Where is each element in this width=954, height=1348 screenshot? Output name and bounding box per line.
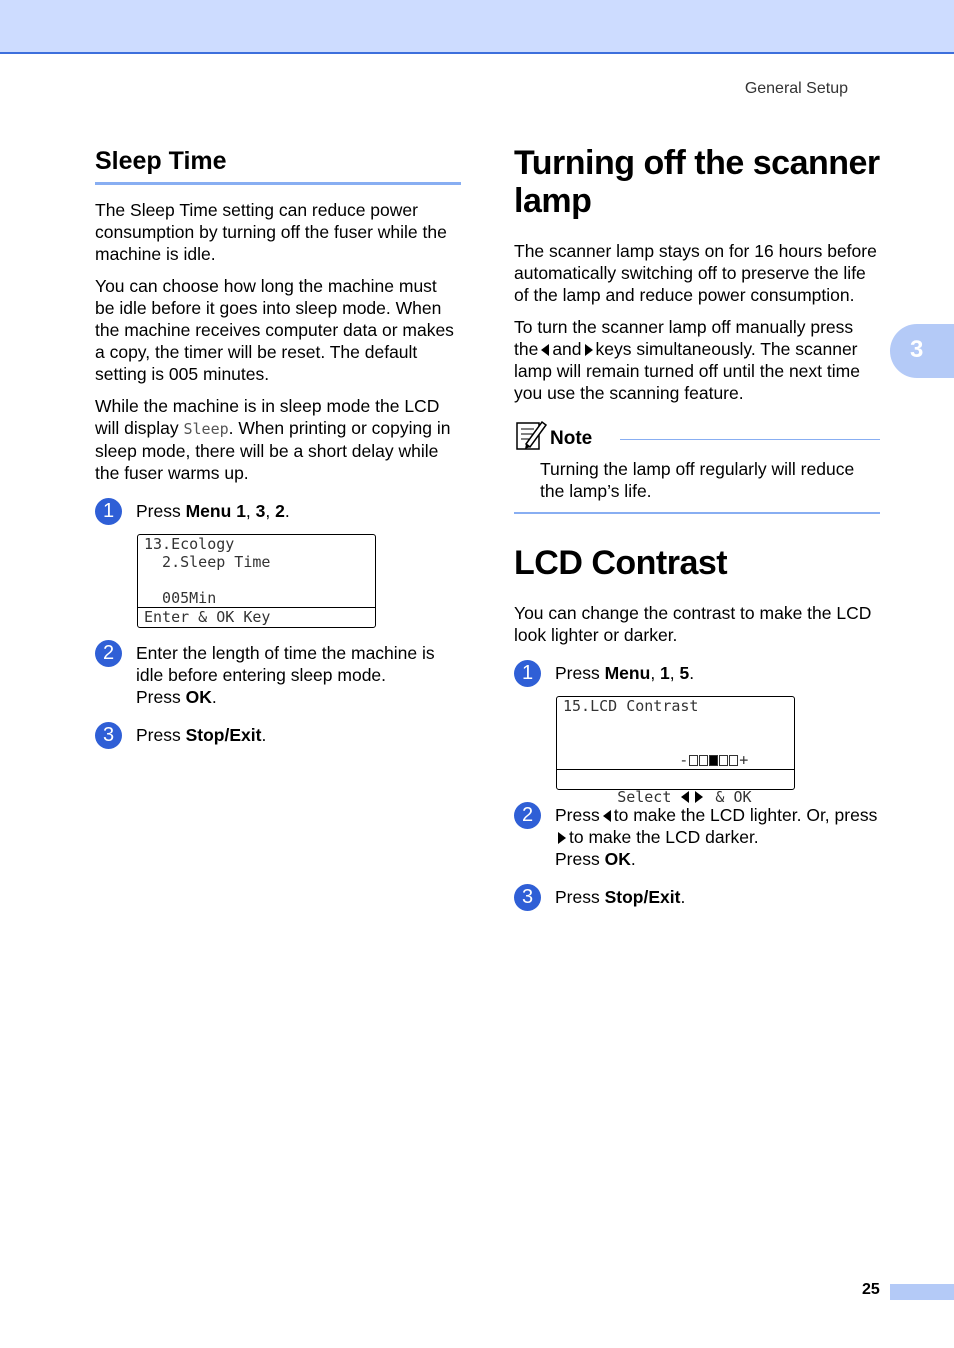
contrast-box [709,755,718,766]
right-arrow-key-icon [695,791,703,803]
left-column [95,146,461,762]
step-2: 2 Press to make the LCD lighter. Or, pressto make the LCD darker. Press OK. [514,804,880,870]
note-text: Turning the lamp off regularly will reduce the lamp’s life. [540,459,855,501]
footer-band [890,1284,954,1300]
left-arrow-key-icon [681,791,689,803]
contrast-box [689,755,698,766]
lcd-text-sleep: Sleep [183,420,229,438]
right-arrow-key-icon [558,832,566,844]
right-arrow-key-icon [585,344,593,356]
lcd-line: 15.LCD Contrast [563,697,699,715]
step-number-badge: 3 [95,722,122,749]
note-title: Note [550,428,593,449]
contrast-box [729,755,738,766]
note-pencil-icon [514,418,548,452]
step-1: 1 Press Menu, 1, 5. [514,662,880,684]
contrast-box [699,755,708,766]
note-box [514,418,880,514]
lcd-footer: Enter & OK Key [138,607,375,627]
running-header: General Setup [744,80,848,97]
contrast-box [719,755,728,766]
left-arrow-key-icon [541,344,549,356]
step-number-badge: 1 [95,498,122,525]
lcd-footer: Select & OK [557,769,794,789]
paragraph: You can change the contrast to make the LCD look lighter or darker. [514,603,872,645]
step-1: 1 Press Menu 1, 3, 2. [95,500,461,522]
right-column [514,144,880,924]
paragraph: The scanner lamp stays on for 16 hours before automatically switching off to preserve the life of the lamp and reduce power consumption. [514,241,877,305]
paragraph: While the machine is in sleep mode the LCD will display Sleep. When printing or copying in sleep mode, there will be a short delay while the fuser warms up. [95,396,451,483]
note-rule [620,439,880,440]
section-title-lcd-contrast: LCD Contrast [514,544,728,582]
page-number: 25 [862,1281,880,1298]
paragraph: To turn the scanner lamp off manually press the and keys simultaneously. The scanner lamp will remain turned off until the next time you use the scanning feature. [514,317,860,403]
paragraph: The Sleep Time setting can reduce power consumption by turning off the fuser while the machine is idle. [95,200,447,264]
top-header-band [0,0,954,54]
lcd-line [138,571,375,589]
lcd-line: 005Min [144,589,217,607]
paragraph: You can choose how long the machine must be idle before it goes into sleep mode. When the machine receives computer data or makes a copy, the timer will be reset. The default setting is 005 minutes. [95,276,454,384]
step-number-badge: 1 [514,660,541,687]
contrast-level-indicator: - + [679,751,749,769]
lcd-line: 2.Sleep Time [144,553,271,571]
lcd-display-contrast [556,696,795,806]
step-3: 3 Press Stop/Exit. [514,886,880,908]
section-title-scanner-lamp: Turning off the scanner lamp [514,144,880,220]
step-2: 2 Enter the length of time the machine is idle before entering sleep mode. Press OK. [95,642,461,708]
chapter-tab [890,324,954,378]
chapter-number: 3 [910,336,924,363]
step-3: 3 Press Stop/Exit. [95,724,461,746]
step-number-badge: 2 [514,802,541,829]
section-title-sleep-time: Sleep Time [95,147,227,175]
step-number-badge: 2 [95,640,122,667]
lcd-display-sleep [137,534,376,628]
lcd-line: 13.Ecology [144,535,235,553]
left-arrow-key-icon [603,810,611,822]
step-number-badge: 3 [514,884,541,911]
